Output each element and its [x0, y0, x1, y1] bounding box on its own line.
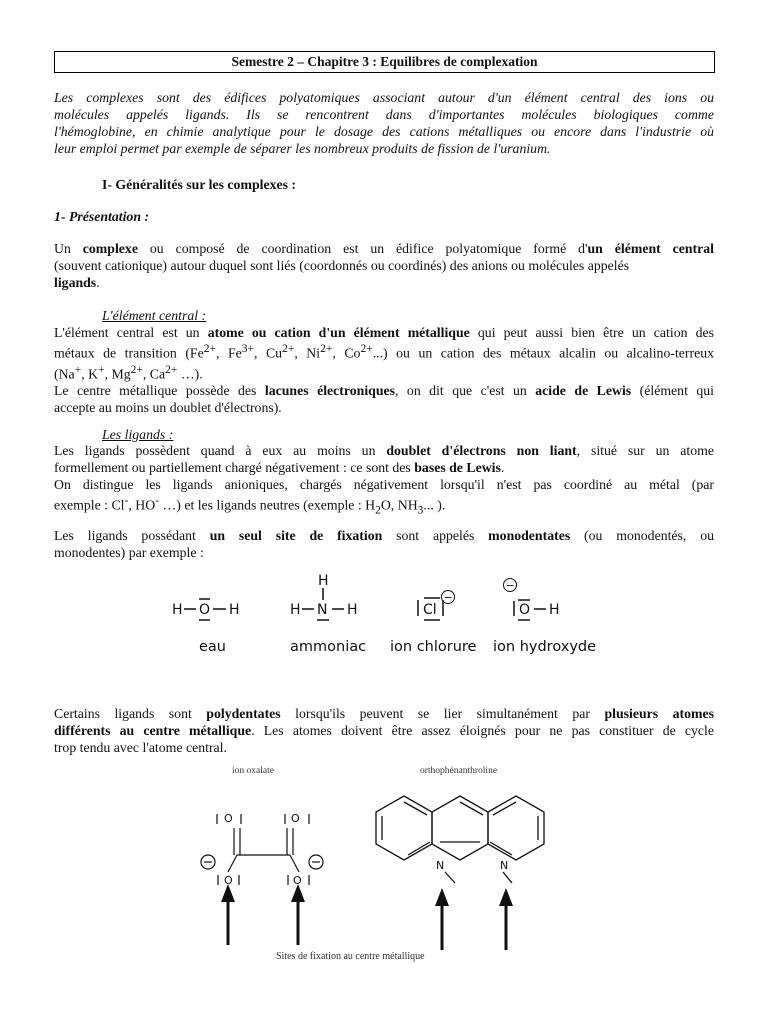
text: , K — [81, 366, 99, 382]
label-eau: eau — [199, 639, 226, 655]
charge: 2+ — [320, 343, 333, 355]
text: , Ca — [142, 366, 166, 382]
text: formellement ou partiellement chargé négativement : ce sont des — [54, 460, 415, 475]
atom-n: N — [436, 859, 445, 872]
atom-n: N — [317, 602, 328, 618]
ligands-line-2 — [54, 459, 714, 476]
oxalate-structure — [201, 814, 323, 945]
charge: - — [124, 495, 129, 507]
text: Le centre métallique possède des — [54, 383, 265, 399]
text: , HO — [128, 497, 156, 513]
presentation-line-3 — [54, 274, 714, 291]
text: métaux de transition (Fe — [54, 345, 204, 361]
atom-h: H — [347, 602, 358, 618]
text: Un — [54, 241, 83, 256]
text: , Fe — [215, 345, 242, 361]
text: Les ligands possédant — [54, 528, 210, 543]
charge: + — [98, 363, 105, 376]
text: exemple : Cl — [54, 497, 125, 513]
arrow-head — [499, 888, 513, 906]
subscript: 3 — [417, 504, 424, 517]
subscript: 2 — [375, 504, 381, 517]
term-element-central: un élément central — [587, 241, 715, 256]
charge: 2+ — [165, 363, 178, 376]
text: O, NH — [380, 497, 418, 513]
intro-line-2: molécules appelés ligands. Ils se rencontrent dans d'importantes molécules biologiques comme — [54, 107, 714, 122]
text: L'élément central est un — [54, 325, 208, 340]
chapter-title: Semestre 2 – Chapitre 3 : Equilibres de complexation — [54, 51, 715, 73]
text: , on dit que c'est un — [395, 383, 536, 399]
water-structure — [172, 599, 240, 620]
term-seul-site: un seul site de fixation — [209, 528, 383, 543]
term-centre-metallique: différents au centre métallique — [54, 723, 252, 738]
term-acide-lewis: acide de Lewis — [535, 383, 632, 399]
term-lacunes: lacunes électroniques — [264, 383, 395, 399]
central-line-1 — [54, 324, 714, 341]
text: …). — [177, 366, 203, 382]
ligands-paragraph — [54, 442, 714, 519]
text: sont appelés — [382, 528, 489, 543]
charge: 3+ — [241, 343, 254, 355]
charge: 2+ — [282, 343, 295, 355]
text: Les ligands possèdent quand à eux au moins un — [54, 443, 387, 458]
label-ammoniac: ammoniac — [290, 639, 367, 655]
central-line-4 — [54, 382, 714, 399]
atom-n: N — [500, 859, 509, 872]
text: , Mg — [104, 366, 131, 382]
polydentate-paragraph — [54, 705, 714, 756]
text: , Co — [332, 345, 361, 361]
text: ...) ou un cation des métaux alcalin ou alcalino-terreux — [372, 345, 715, 361]
text: . — [500, 460, 505, 475]
text: (ou monodentés, ou — [570, 528, 714, 543]
text: ... ). — [423, 497, 446, 513]
minus-sign: − — [505, 579, 515, 592]
ligands-line-3: On distingue les ligands anioniques, chargés négativement lorsqu'il n'est pas coordiné au métal (par — [54, 477, 714, 492]
phen-atoms — [436, 859, 508, 872]
central-paragraph — [54, 324, 714, 416]
ligands-line-4 — [54, 493, 714, 519]
presentation-line-1 — [54, 240, 714, 257]
atom-o: O — [519, 602, 531, 618]
label-ion-chlorure: ion chlorure — [390, 639, 477, 655]
presentation-paragraph — [54, 240, 714, 291]
charge: 2+ — [130, 363, 143, 376]
central-line-5: accepte au moins un doublet d'électrons). — [54, 400, 282, 416]
intro-line-3: l'hémoglobine, en chimie analytique pour le dosage des cations métalliques ou encore dans l'industrie où — [54, 124, 714, 139]
polydentate-figure — [190, 780, 570, 950]
hydroxide-structure — [504, 579, 560, 621]
term-bases-lewis: bases de Lewis — [414, 460, 501, 475]
central-line-2 — [54, 341, 714, 362]
text: Certains ligands sont — [54, 706, 207, 721]
minus-sign: − — [443, 591, 453, 604]
mono-line-2: monodentes) par exemple : — [54, 545, 204, 560]
text: , Ni — [294, 345, 321, 361]
text: lorsqu'ils peuvent se lier simultanément par — [280, 706, 605, 721]
oxalate-atoms — [224, 812, 302, 887]
ligands-line-1 — [54, 442, 714, 459]
text: (Na — [54, 366, 75, 382]
charge: + — [74, 363, 82, 376]
text: , situé sur un atome — [576, 443, 714, 458]
atom-o: O — [291, 812, 300, 825]
text: . — [96, 275, 100, 290]
ligands-heading: Les ligands : — [102, 427, 174, 442]
term-ligands: ligands — [54, 275, 97, 290]
charge: 2+ — [203, 343, 216, 355]
atom-h: H — [229, 602, 240, 618]
caption-oxalate: ion oxalate — [232, 766, 274, 776]
term-atome-metallique: atome ou cation d'un élément métallique — [207, 325, 470, 340]
term-monodentates: monodentates — [488, 528, 571, 543]
atom-cl: Cl — [423, 602, 437, 618]
mono-line-1 — [54, 527, 714, 544]
atom-o: O — [224, 874, 233, 887]
intro-paragraph — [54, 89, 714, 157]
text: (élément qui — [631, 383, 715, 399]
atom-h: H — [318, 573, 329, 589]
text: , Cu — [254, 345, 283, 361]
text: …) et les ligands neutres (exemple : H — [159, 497, 376, 513]
atom-o: O — [199, 602, 211, 618]
central-line-3 — [54, 362, 714, 383]
term-plusieurs-atomes: plusieurs atomes — [604, 706, 715, 721]
ammonia-structure — [290, 573, 358, 620]
poly-line-1 — [54, 705, 714, 722]
charge: 2+ — [360, 343, 373, 355]
monodentate-figure — [150, 570, 630, 670]
intro-line-4: leur emploi permet par exemple de séparer les nombreux produits de fission de l'uranium. — [54, 141, 551, 156]
caption-orthophenanthroline: orthophénanthroline — [420, 766, 498, 776]
intro-line-1: Les complexes sont des édifices polyatomiques associant autour d'un élément central des ions ou — [54, 90, 714, 105]
chloride-structure — [418, 591, 455, 621]
presentation-line-2: (souvent cationique) autour duquel sont liés (coordonnés ou coordinés) des anions ou molécules appelés — [54, 258, 630, 273]
text: ou composé de coordination est un édifice polyatomique formé d' — [137, 241, 588, 256]
term-complexe: complexe — [82, 241, 138, 256]
term-polydentates: polydentates — [206, 706, 281, 721]
atom-h: H — [549, 602, 560, 618]
text: qui peut aussi bien être un cation des — [469, 325, 714, 340]
term-doublet: doublet d'électrons non liant — [386, 443, 577, 458]
atom-h: H — [172, 602, 183, 618]
section-heading: I- Généralités sur les complexes : — [102, 177, 297, 192]
poly-line-3: trop tendu avec l'atome central. — [54, 740, 227, 755]
central-heading: L'élément central : — [102, 308, 207, 323]
text: . Les atomes doivent être assez éloignés pour ne pas constituer de cycle — [251, 723, 714, 738]
atom-h: H — [290, 602, 301, 618]
phenanthroline-structure — [376, 796, 544, 950]
caption-sites-fixation: Sites de fixation au centre métallique — [276, 951, 425, 962]
charge: - — [155, 495, 160, 507]
label-ion-hydroxyde: ion hydroxyde — [493, 639, 597, 655]
subsection-heading: 1- Présentation : — [54, 209, 150, 224]
monodentate-paragraph — [54, 527, 714, 561]
atom-o: O — [293, 874, 302, 887]
poly-line-2 — [54, 722, 714, 739]
atom-o: O — [224, 812, 233, 825]
arrow-head — [435, 888, 449, 906]
